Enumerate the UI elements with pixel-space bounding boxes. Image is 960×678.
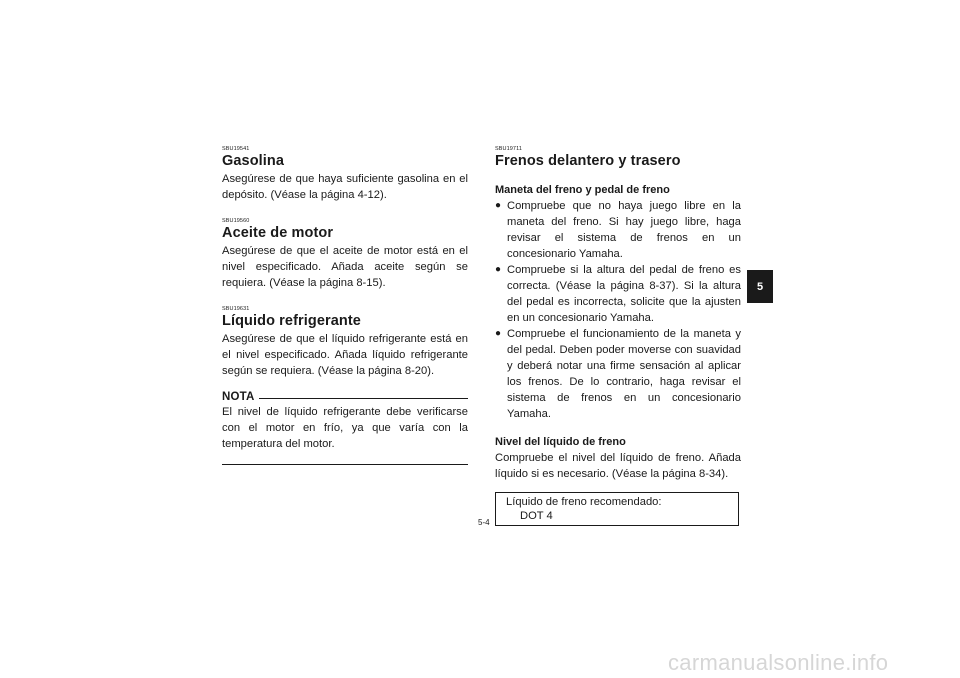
section-body: Asegúrese de que haya suficiente gasolina en el depósito. (Véase la página 4-12). <box>222 173 468 201</box>
nota-header <box>222 390 468 404</box>
list-item <box>495 326 741 422</box>
section-refrigerante <box>222 306 468 379</box>
section-title: Líquido refrigerante <box>222 313 361 329</box>
subheading-nivel: Nivel del líquido de freno <box>495 436 626 448</box>
section-aceite <box>222 218 468 291</box>
nota-rule <box>259 398 468 399</box>
list-item <box>495 198 741 262</box>
right-column <box>495 146 741 526</box>
page-number: 5-4 <box>478 518 490 527</box>
subheading-maneta: Maneta del freno y pedal de freno <box>495 184 670 196</box>
nivel-body: Compruebe el nivel del líquido de freno. Añada líquido si es necesario. (Véase la página 8-34). <box>495 452 741 480</box>
list-item-text: Compruebe si la altura del pedal de freno es correcta. (Véase la página 8-37). Si la altura del pedal es incorrecta, solicite que la ajusten en un concesionario Yamaha. <box>507 264 741 324</box>
section-code: SBU19711 <box>495 146 522 152</box>
section-title: Gasolina <box>222 153 285 169</box>
nota-end-rule <box>222 464 468 465</box>
bullet-icon: ● <box>495 264 502 275</box>
section-gasolina <box>222 146 468 203</box>
bullet-icon: ● <box>495 200 502 211</box>
section-code: SBU19560 <box>222 218 250 224</box>
section-code: SBU19631 <box>222 306 250 312</box>
nota-block <box>222 390 468 465</box>
spec-value: DOT 4 <box>520 510 553 522</box>
section-title: Frenos delantero y trasero <box>495 153 681 169</box>
spec-box <box>495 492 739 526</box>
watermark: carmanualsonline.info <box>668 650 889 675</box>
bullet-icon: ● <box>495 328 502 339</box>
chapter-tab: 5 <box>747 270 773 303</box>
nota-label: NOTA <box>222 391 255 403</box>
spec-label: Líquido de freno recomendado: <box>506 496 662 508</box>
section-title: Aceite de motor <box>222 225 334 241</box>
section-code: SBU19541 <box>222 146 250 152</box>
list-item-text: Compruebe el funcionamiento de la maneta y del pedal. Deben poder moverse con suavidad y deberá notar una firme sensación al aplicar los frenos. De lo contrario, haga revisar el sistema de frenos en un concesionario Yamaha. <box>507 328 741 420</box>
bullet-list <box>495 198 741 422</box>
list-item <box>495 262 741 326</box>
nota-body: El nivel de líquido refrigerante debe verificarse con el motor en frío, ya que varía con la temperatura del motor. <box>222 406 468 450</box>
section-body: Asegúrese de que el aceite de motor está en el nivel especificado. Añada aceite según se requiera. (Véase la página 8-15). <box>222 245 468 289</box>
list-item-text: Compruebe que no haya juego libre en la maneta del freno. Si hay juego libre, haga revisar el sistema de frenos en un concesionario Yamaha. <box>507 200 741 260</box>
section-body: Asegúrese de que el líquido refrigerante está en el nivel especificado. Añada líquido refrigerante según se requiera. (Véase la página 8-20). <box>222 333 468 377</box>
left-column <box>222 146 468 465</box>
